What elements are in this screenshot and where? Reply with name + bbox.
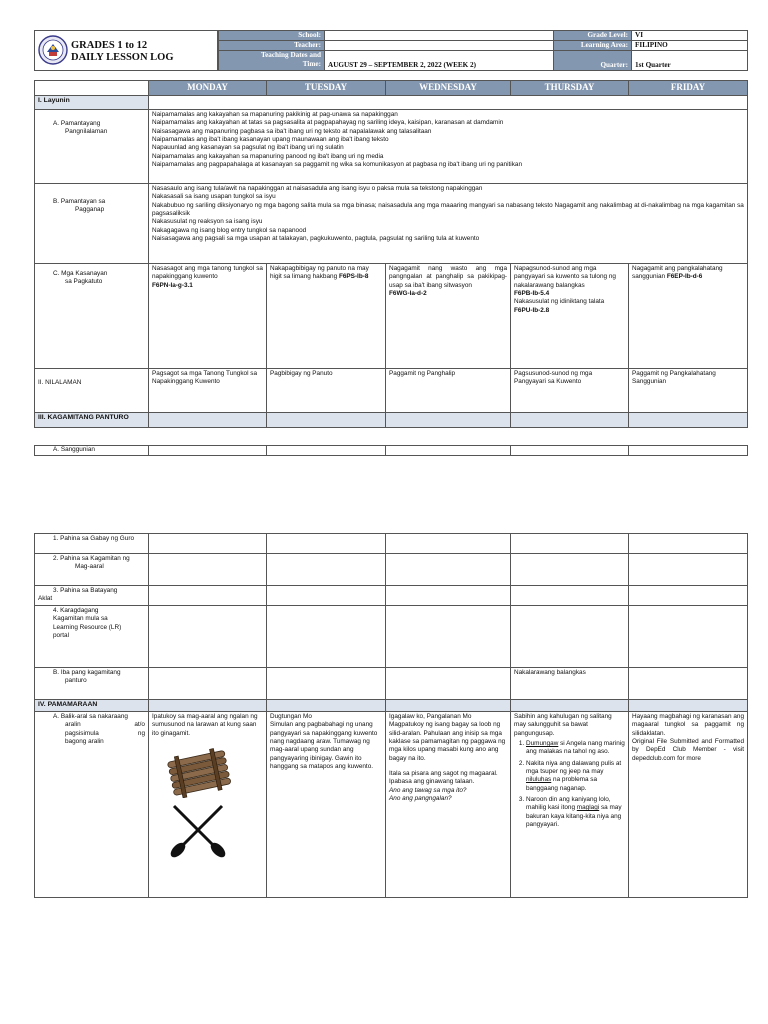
sanggunian-cell — [511, 446, 629, 456]
area-value: FILIPINO — [632, 41, 748, 51]
lesson-log-table-bottom — [34, 533, 748, 898]
balik-aral-label — [35, 712, 149, 898]
batayang-cell — [386, 586, 511, 606]
fri-text: Hayaang magbahagi ng karanasan ang magaaral tungkol sa paggamit ng silidaklatan. — [632, 713, 744, 737]
day-friday: FRIDAY — [629, 81, 748, 96]
teacher-value — [325, 41, 554, 51]
karagdagang-label — [35, 606, 149, 668]
thu-item-2-c: na problema sa banggaang naganap. — [526, 776, 598, 792]
pp-line: Naipamamalas ang kakayahan at tatas sa pagsasalita at pagpapahayag ng sariling ideya, kaisipan, karanasan at damdamin — [152, 119, 504, 127]
balik-aral-label-3-row — [53, 730, 145, 738]
fri-note: Original File Submitted and Formatted by DepEd Club Member - visit depedclub.com for more — [632, 737, 744, 762]
day-wednesday: WEDNESDAY — [386, 81, 511, 96]
karagdagang-cell — [386, 606, 511, 668]
thu-word-1: Dumungaw — [526, 739, 559, 747]
mag-aaral-cell — [386, 554, 511, 586]
karagdagang-label-2: Kagamitan mula sa — [53, 615, 108, 623]
mag-aaral-label — [35, 554, 149, 586]
mag-aaral-cell — [511, 554, 629, 586]
sanggunian-row-table — [34, 445, 748, 456]
pp-line: Naipamamalas ang kakayahan sa mapanuring panood ng iba't ibang uri ng media — [152, 152, 384, 160]
balik-aral-label-4: bagong aralin — [65, 737, 104, 745]
iba-label-1: B. Iba pang kagamitang — [53, 669, 121, 676]
wed-itala: Itala sa pisara ang sagot ng magaaral. — [389, 769, 498, 777]
pamamaraan-fill — [629, 700, 748, 712]
pg-line: Nakabubuo ng sariling diksiyonaryo ng mga bagong salita mula sa mga binasa; naisasadula ang mga maaaring mangyari sa nabasang teksto Nagagamit ang nakalimbag at di-nakalimbag na mga kagamitan sa pagsasaliksik — [152, 201, 744, 217]
school-value — [325, 31, 554, 41]
thu-item-3 — [526, 796, 625, 829]
area-label: Learning Area: — [554, 41, 632, 51]
pp-line: Napauunlad ang kasanayan sa pagsulat ng iba't ibang uri ng sulatin — [152, 144, 344, 152]
gabay-cell — [149, 534, 267, 554]
kasanayan-thursday — [511, 264, 629, 369]
balik-aral-label-3b: ng — [137, 729, 145, 737]
ks-thu-code-1: F6PB-Ib-5.4 — [514, 289, 550, 297]
deped-seal-icon — [38, 35, 68, 65]
balik-aral-friday — [629, 712, 748, 898]
mag-aaral-label-2: Mag-aaral — [75, 563, 104, 571]
balik-aral-label-1: A. Balik-aral sa nakaraang — [53, 713, 128, 720]
kagamitan-fill — [511, 413, 629, 428]
nilalaman-tuesday: Pagbibigay ng Panuto — [267, 369, 386, 413]
karagdagang-label-1: 4. Karagdagang — [53, 607, 99, 614]
layunin-heading-fill — [149, 96, 748, 110]
ks-fri-text: Nagagamit ang pangkalahatang sanggunian — [632, 265, 723, 281]
title-line-2: DAILY LESSON LOG — [71, 52, 174, 63]
teacher-label: Teacher: — [219, 41, 325, 51]
ks-wed-text: Nagagamit nang wasto ang mga pangngalan at panghalip sa pakikipag-usap sa iba't ibang sitwasyon — [389, 265, 507, 289]
thu-word-3: maglagi — [576, 804, 600, 812]
lesson-log-table-top — [34, 80, 748, 428]
ks-label-2: sa Pagkatuto — [65, 278, 103, 286]
sanggunian-cell — [267, 446, 386, 456]
title-line-1: GRADES 1 to 12 — [71, 40, 148, 51]
thu-item-1 — [526, 740, 625, 757]
kasanayan-wednesday — [386, 264, 511, 369]
thu-item-3-a: Naroon din ang kaniyang lolo, mahilig kasi itong — [526, 795, 611, 812]
pg-line: Nakasasali sa isang usapan tungkol sa isyu — [152, 193, 276, 201]
pamamaraan-fill — [511, 700, 629, 712]
karagdagang-label-3: Learning Resource (LR) — [53, 623, 122, 631]
pamantayang-pangnilalaman-label — [35, 110, 149, 184]
nilalaman-friday: Paggamit ng Pangkalahatang Sanggunian — [629, 369, 748, 413]
pp-line: Naipamamalas ang kakayahan sa mapanuring pakikinig at pag-unawa sa napakinggan — [152, 111, 398, 118]
wed-instruction: Magpatukoy ng isang bagay sa loob ng silid-aralan. Pahulaan ang inisip sa mga kaklase sa pamamagitan ng paggawa ng mga kilos upang masabi kung ano ang bagay na ito. — [389, 721, 506, 762]
mag-aaral-cell — [267, 554, 386, 586]
quarter-label: Quarter: — [554, 51, 632, 71]
mag-aaral-cell — [149, 554, 267, 586]
pp-line: Naipamamalas ang iba't ibang kasanayan upang maunawaan ang iba't ibang teksto — [152, 135, 389, 143]
balik-aral-tuesday: Dugtungan Mo Simulan ang pagbabahagi ng unang pangyayari sa napakinggang kuwento nang nagdaang araw. Tumawag ng mag-aaral upang sundan ang pangyayaring ibinigay. Gawin ito hanggang sa matapos ang kuwento. — [267, 712, 386, 898]
logo-title-box — [34, 30, 218, 71]
sanggunian-label: A. Sanggunian — [35, 446, 149, 456]
kagamitan-fill — [629, 413, 748, 428]
pamamaraan-fill — [149, 700, 267, 712]
kasanayan-tuesday — [267, 264, 386, 369]
day-tuesday: TUESDAY — [267, 81, 386, 96]
thu-item-3-c: sa may bakuran kaya kitang-kita niya ang pangyayari. — [526, 804, 622, 828]
pp-label-1: A. Pamantayang — [53, 120, 101, 127]
ks-thu-text-2: Nakasusulat ng idiniktang talata — [514, 298, 605, 306]
karagdagang-cell — [149, 606, 267, 668]
iba-cell — [386, 668, 511, 700]
pamantayang-pangnilalaman-content — [149, 110, 748, 184]
thu-list — [514, 740, 625, 829]
kagamitan-fill — [267, 413, 386, 428]
gabay-cell — [267, 534, 386, 554]
ks-thu-text: Napagsunod-sunod ang mga pangyayari sa kuwento sa tulong ng nakalarawang balangkas — [514, 265, 616, 289]
thu-item-2-a: Nakita niya ang dalawang pulis at mga tsuper ng jeep na may — [526, 759, 622, 775]
pg-line: Nasasaulo ang isang tula/awit na napakinggan at naisasadula ang isang isyu o paksa mula sa tekstong napakinggan — [152, 185, 483, 192]
wed-ipabasa: Ipabasa ang ginawang talaan. — [389, 778, 475, 786]
ks-wed-code: F6WG-Ia-d-2 — [389, 289, 427, 297]
pg-line: Nakagagawa ng isang blog entry tungkol sa napanood — [152, 226, 307, 234]
iba-thursday: Nakalarawang balangkas — [511, 668, 629, 700]
dates-label — [219, 51, 325, 71]
batayang-cell — [149, 586, 267, 606]
gabay-label: 1. Pahina sa Gabay ng Guro — [35, 534, 149, 554]
pp-line: Naisasagawa ang mapanuring pagbasa sa iba't ibang uri ng teksto at napalalawak ang talasalitaan — [152, 127, 432, 135]
karagdagang-cell — [629, 606, 748, 668]
pg-label-1: B. Pamantayan sa — [53, 198, 106, 205]
mag-aaral-label-1: 2. Pahina sa Kagamitan ng — [53, 555, 130, 562]
nilalaman-thursday: Pagsusunod-sunod ng mga Pangyayari sa Kuwento — [511, 369, 629, 413]
balik-aral-thursday — [511, 712, 629, 898]
kasanayan-friday — [629, 264, 748, 369]
sanggunian-cell — [386, 446, 511, 456]
balik-aral-wednesday — [386, 712, 511, 898]
school-label: School: — [219, 31, 325, 41]
pp-line: Naipamamalas ang pagpapahalaga at kasanayan sa paggamit ng wika sa komunikasyon at pagbasa ng iba't ibang uri ng panitikan — [152, 160, 522, 168]
batayang-label-2: Aklat — [38, 595, 53, 603]
karagdagang-label-4: portal — [53, 631, 69, 639]
gabay-cell — [629, 534, 748, 554]
layunin-heading: I. Layunin — [35, 96, 149, 110]
ks-fri-code: F6EP-Ib-d-6 — [666, 273, 703, 281]
grade-label: Grade Level: — [554, 31, 632, 41]
batayang-cell — [511, 586, 629, 606]
kagamitan-fill — [149, 413, 267, 428]
ks-mon-code: F6PN-Ia-g-3.1 — [152, 281, 193, 289]
batayang-label-1: 3. Pahina sa Batayang — [53, 587, 118, 594]
ks-label-1: C. Mga Kasanayan — [53, 270, 108, 277]
nilalaman-wednesday: Paggamit ng Panghalip — [386, 369, 511, 413]
batayang-cell — [267, 586, 386, 606]
pg-line: Nakasusulat ng reaksyon sa isang isyu — [152, 218, 263, 226]
pamantayan-sa-pagganap-content — [149, 184, 748, 264]
balik-aral-label-2: aralin — [65, 721, 81, 729]
mag-aaral-cell — [629, 554, 748, 586]
pamamaraan-heading: IV. PAMAMARAAN — [35, 700, 149, 712]
header-info-table — [218, 30, 748, 71]
balik-aral-mon-text: Ipatukoy sa mag-aaral ang ngalan ng sumusunod na larawan at kung saan ito ginagamit. — [152, 713, 258, 737]
iba-label-2: panturo — [65, 677, 87, 685]
nilalaman-label: II. NILALAMAN — [35, 369, 149, 413]
pamamaraan-fill — [267, 700, 386, 712]
iba-cell — [267, 668, 386, 700]
dates-label-1: Teaching Dates and — [260, 51, 321, 59]
gabay-cell — [386, 534, 511, 554]
ks-thu-code-2: F6PU-Ib-2.8 — [514, 306, 550, 314]
day-monday: MONDAY — [149, 81, 267, 96]
ks-tue-text: Nakapagbibigay ng panuto na may higit sa limang hakbang — [270, 265, 369, 281]
batayang-label — [35, 586, 149, 606]
kagamitan-fill — [386, 413, 511, 428]
batayang-cell — [629, 586, 748, 606]
ks-tue-code: F6PS-Ib-8 — [338, 273, 369, 281]
wed-title: Igagalaw ko, Pangalanan Mo — [389, 713, 472, 720]
kasanayan-monday — [149, 264, 267, 369]
thu-word-2: niluluhas — [526, 776, 552, 784]
days-header-row — [35, 81, 748, 96]
thu-intro: Sabihin ang kahulugan ng salitang may salungguhit sa bawat pangungusap. — [514, 713, 612, 737]
nilalaman-monday: Pagsagot sa mga Tanong Tungkol sa Napakinggang Kuwento — [149, 369, 267, 413]
iba-pang-kagamitan-label — [35, 668, 149, 700]
iba-cell — [629, 668, 748, 700]
pg-line: Naisasagawa ang pagsali sa mga usapan at talakayan, pagkukuwento, pagtula, pagsulat ng sariling tula at kuwento — [152, 234, 480, 242]
ks-mon-text: Nasasagot ang mga tanong tungkol sa napakinggang kuwento — [152, 265, 263, 281]
karagdagang-cell — [267, 606, 386, 668]
kagamitan-heading: III. KAGAMITANG PANTURO — [35, 413, 149, 428]
pg-label-2: Pagganap — [75, 206, 105, 214]
days-header-blank — [35, 81, 149, 96]
karagdagang-cell — [511, 606, 629, 668]
pp-label-2: Pangnilalaman — [65, 128, 108, 136]
balik-aral-monday — [149, 712, 267, 898]
iba-cell — [149, 668, 267, 700]
sanggunian-cell — [629, 446, 748, 456]
wed-question-2: Ano ang pangngalan? — [389, 794, 452, 802]
oars-icon — [168, 802, 228, 858]
dates-label-2: Time: — [302, 60, 321, 68]
gabay-cell — [511, 534, 629, 554]
balik-aral-label-2b: at/o — [134, 721, 145, 729]
pamantayan-sa-pagganap-label — [35, 184, 149, 264]
sanggunian-cell — [149, 446, 267, 456]
balik-aral-label-3: pagsisimula — [65, 729, 99, 737]
thu-item-1-rest: si Angela nang marinig ang malakas na tahol ng aso. — [526, 739, 625, 756]
raft-icon — [164, 746, 234, 798]
pamamaraan-fill — [386, 700, 511, 712]
kasanayan-label — [35, 264, 149, 369]
wed-question-1: Ano ang tawag sa mga ito? — [389, 786, 467, 794]
dates-value: AUGUST 29 – SEPTEMBER 2, 2022 (WEEK 2) — [325, 51, 554, 71]
day-thursday: THURSDAY — [511, 81, 629, 96]
quarter-value: 1st Quarter — [632, 51, 748, 71]
thu-item-2 — [526, 760, 625, 793]
balik-aral-label-2-row — [53, 721, 145, 729]
grade-value: VI — [632, 31, 748, 41]
